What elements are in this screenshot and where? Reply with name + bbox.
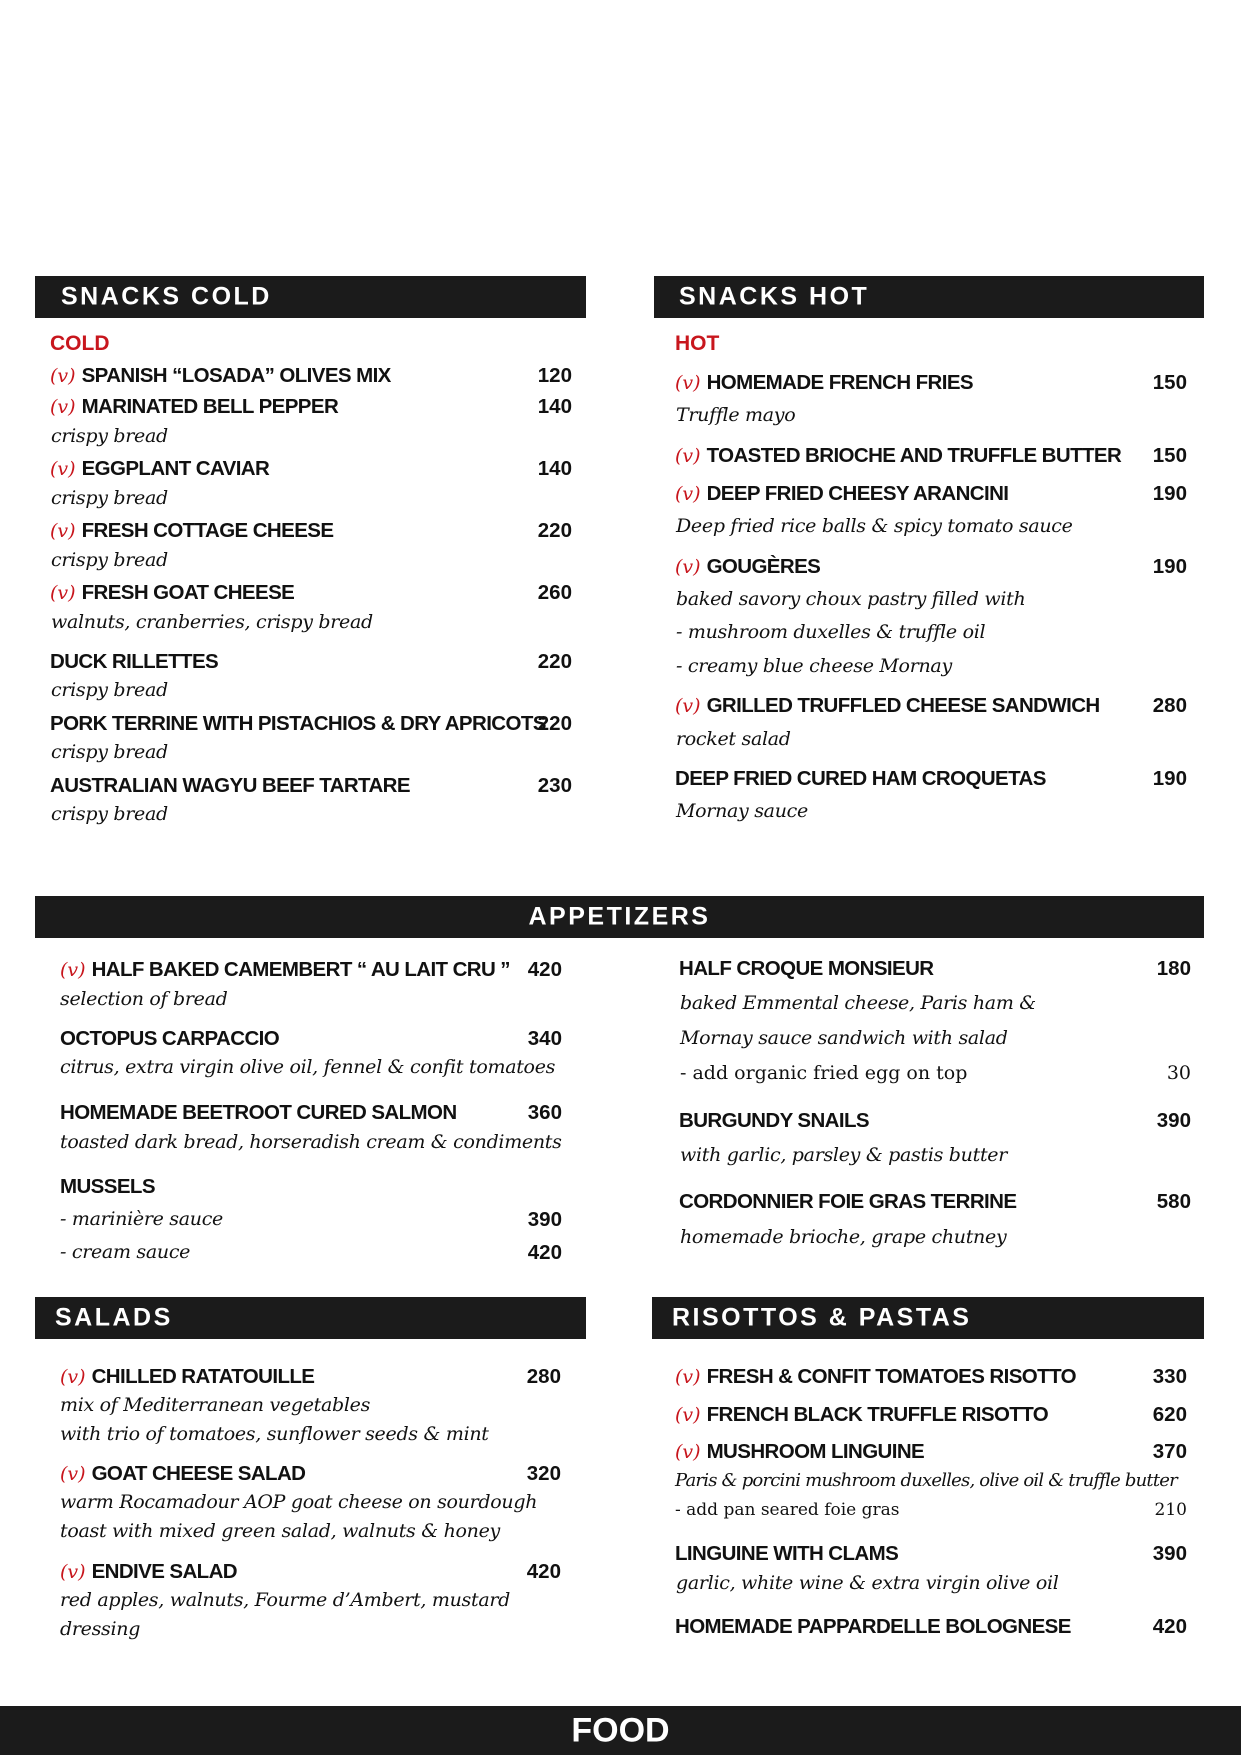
item-name: ENDIVE SALAD [91,1560,237,1583]
item-name: GOAT CHEESE SALAD [91,1462,306,1485]
item-name: TOASTED BRIOCHE AND TRUFFLE BUTTER [706,444,1122,467]
item-description: toast with mixed green salad, walnuts & honey [60,1520,500,1542]
menu-item [675,482,1008,506]
item-description: - creamy blue cheese Mornay [676,655,952,677]
item-name: PORK TERRINE WITH PISTACHIOS & DRY APRICOTS [50,712,546,735]
menu-item [60,958,510,982]
item-price: 190 [1152,555,1187,578]
menu-item [675,371,973,395]
menu-item [50,650,218,674]
item-price: 260 [537,581,572,604]
vegetarian-marker: (v) [50,458,76,480]
item-description: with garlic, parsley & pastis butter [680,1144,1008,1166]
item-price: 280 [526,1365,561,1388]
item-price: 190 [1152,767,1187,790]
item-name: DEEP FRIED CURED HAM CROQUETAS [675,767,1046,790]
vegetarian-marker: (v) [675,372,701,394]
item-price: 420 [1152,1615,1187,1638]
item-description: Mornay sauce [676,800,808,822]
item-name: HALF BAKED CAMEMBERT “ AU LAIT CRU ” [91,958,510,981]
item-description: crispy bread [51,679,168,701]
footer-title: FOOD [571,1711,670,1749]
menu-item [675,1403,1048,1427]
item-option: - cream sauce [60,1241,191,1263]
item-description: baked Emmental cheese, Paris ham & [680,992,1036,1014]
item-price: 420 [527,1241,562,1264]
section-title: APPETIZERS [528,902,711,931]
item-price: 370 [1152,1440,1187,1463]
item-description: dressing [60,1618,141,1640]
item-description: Mornay sauce sandwich with salad [680,1027,1008,1049]
item-price: 220 [537,712,572,735]
vegetarian-marker: (v) [675,1404,701,1426]
menu-item [675,1615,1071,1639]
item-name: FRESH COTTAGE CHEESE [81,519,334,542]
menu-item [50,774,410,798]
menu-item [675,1440,924,1464]
item-description: Truffle mayo [676,404,796,426]
item-addon: - add organic fried egg on top [680,1062,968,1084]
vegetarian-marker: (v) [675,445,701,467]
item-price: 140 [537,457,572,480]
item-name: CORDONNIER FOIE GRAS TERRINE [679,1190,1017,1213]
item-price: 190 [1152,482,1187,505]
menu-item [60,1365,314,1389]
item-description: toasted dark bread, horseradish cream & condiments [60,1131,562,1153]
item-description: mix of Mediterranean vegetables [60,1394,371,1416]
vegetarian-marker: (v) [675,556,701,578]
item-name: EGGPLANT CAVIAR [81,457,270,480]
section-header-salads [35,1297,586,1339]
item-name: BURGUNDY SNAILS [679,1109,869,1132]
vegetarian-marker: (v) [60,959,86,981]
item-price: 150 [1152,371,1187,394]
menu-item [60,1027,279,1051]
vegetarian-marker: (v) [60,1366,86,1388]
menu-item [679,1190,1016,1214]
item-description: Paris & porcini mushroom duxelles, olive oil & truffle butter [675,1470,1177,1491]
addon-price: 210 [1154,1500,1187,1520]
item-name: OCTOPUS CARPACCIO [60,1027,280,1050]
item-price: 150 [1152,444,1187,467]
vegetarian-marker: (v) [675,695,701,717]
item-name: MUSHROOM LINGUINE [706,1440,925,1463]
item-name: HOMEMADE BEETROOT CURED SALMON [60,1101,457,1124]
section-header-snacks-hot [654,276,1204,318]
item-description: warm Rocamadour AOP goat cheese on sourdough [60,1491,538,1513]
vegetarian-marker: (v) [50,365,76,387]
item-description: rocket salad [676,728,791,750]
item-price: 180 [1156,957,1191,980]
item-name: LINGUINE WITH CLAMS [675,1542,899,1565]
item-name: GOUGÈRES [706,555,821,578]
item-description: red apples, walnuts, Fourme d’Ambert, mustard [60,1589,510,1611]
menu-item [60,1560,237,1584]
menu-item [675,444,1121,468]
item-name: FRENCH BLACK TRUFFLE RISOTTO [706,1403,1049,1426]
menu-item [50,395,338,419]
item-description: crispy bread [51,425,168,447]
item-name: GRILLED TRUFFLED CHEESE SANDWICH [706,694,1100,717]
item-price: 220 [537,650,572,673]
item-price: 120 [537,364,572,387]
menu-item [50,457,269,481]
vegetarian-marker: (v) [675,1366,701,1388]
menu-item [60,1101,457,1125]
menu-item [50,519,333,543]
item-name: HALF CROQUE MONSIEUR [679,957,934,980]
item-name: HOMEMADE PAPPARDELLE BOLOGNESE [675,1615,1071,1638]
item-name: SPANISH “LOSADA” OLIVES MIX [81,364,391,387]
section-title: SNACKS HOT [679,282,870,311]
section-title: RISOTTOS & PASTAS [672,1303,972,1332]
vegetarian-marker: (v) [50,520,76,542]
menu-item [50,712,546,736]
vegetarian-marker: (v) [60,1463,86,1485]
footer-bar [0,1706,1241,1755]
menu-item [675,767,1046,791]
menu-item [60,1175,155,1199]
subheading-hot: HOT [675,332,720,355]
vegetarian-marker: (v) [50,396,76,418]
menu-item [50,364,391,388]
item-price: 330 [1152,1365,1187,1388]
item-price: 620 [1152,1403,1187,1426]
item-description: - mushroom duxelles & truffle oil [676,621,986,643]
item-price: 220 [537,519,572,542]
item-option: - marinière sauce [60,1208,223,1230]
item-price: 340 [527,1027,562,1050]
item-description: baked savory choux pastry filled with [676,588,1026,610]
item-price: 230 [537,774,572,797]
section-header-appetizers [35,896,1204,938]
item-description: citrus, extra virgin olive oil, fennel & confit tomatoes [60,1056,556,1078]
item-addon: - add pan seared foie gras [675,1500,900,1520]
item-name: CHILLED RATATOUILLE [91,1365,315,1388]
item-description: homemade brioche, grape chutney [680,1226,1007,1248]
vegetarian-marker: (v) [50,582,76,604]
menu-item [675,1542,898,1566]
item-description: selection of bread [60,988,228,1010]
item-price: 420 [526,1560,561,1583]
item-price: 390 [1152,1542,1187,1565]
item-description: crispy bread [51,487,168,509]
item-name: FRESH & CONFIT TOMATOES RISOTTO [706,1365,1076,1388]
item-price: 390 [1156,1109,1191,1132]
menu-item [679,957,934,981]
section-title: SNACKS COLD [61,282,272,311]
item-description: Deep fried rice balls & spicy tomato sauce [676,515,1073,537]
subheading-cold: COLD [50,332,110,355]
item-name: MUSSELS [60,1175,155,1198]
menu-item [675,1365,1076,1389]
vegetarian-marker: (v) [675,483,701,505]
item-name: MARINATED BELL PEPPER [81,395,339,418]
item-name: DUCK RILLETTES [50,650,219,673]
item-price: 140 [537,395,572,418]
addon-price: 30 [1166,1062,1191,1084]
item-description: crispy bread [51,549,168,571]
item-description: garlic, white wine & extra virgin olive oil [676,1572,1059,1594]
menu-item [60,1462,305,1486]
item-description: crispy bread [51,741,168,763]
vegetarian-marker: (v) [675,1441,701,1463]
section-header-risottos [652,1297,1204,1339]
item-price: 420 [527,958,562,981]
section-header-snacks-cold [35,276,586,318]
item-price: 390 [527,1208,562,1231]
menu-item [679,1109,869,1133]
vegetarian-marker: (v) [60,1561,86,1583]
item-name: FRESH GOAT CHEESE [81,581,295,604]
item-description: crispy bread [51,803,168,825]
section-title: SALADS [55,1303,173,1332]
item-price: 360 [527,1101,562,1124]
item-price: 320 [526,1462,561,1485]
menu-item [675,694,1100,718]
item-name: DEEP FRIED CHEESY ARANCINI [706,482,1009,505]
item-price: 580 [1156,1190,1191,1213]
menu-item [50,581,294,605]
item-description: with trio of tomatoes, sunflower seeds & mint [60,1423,489,1445]
item-description: walnuts, cranberries, crispy bread [51,611,373,633]
item-name: HOMEMADE FRENCH FRIES [706,371,973,394]
item-price: 280 [1152,694,1187,717]
item-name: AUSTRALIAN WAGYU BEEF TARTARE [50,774,410,797]
menu-item [675,555,820,579]
